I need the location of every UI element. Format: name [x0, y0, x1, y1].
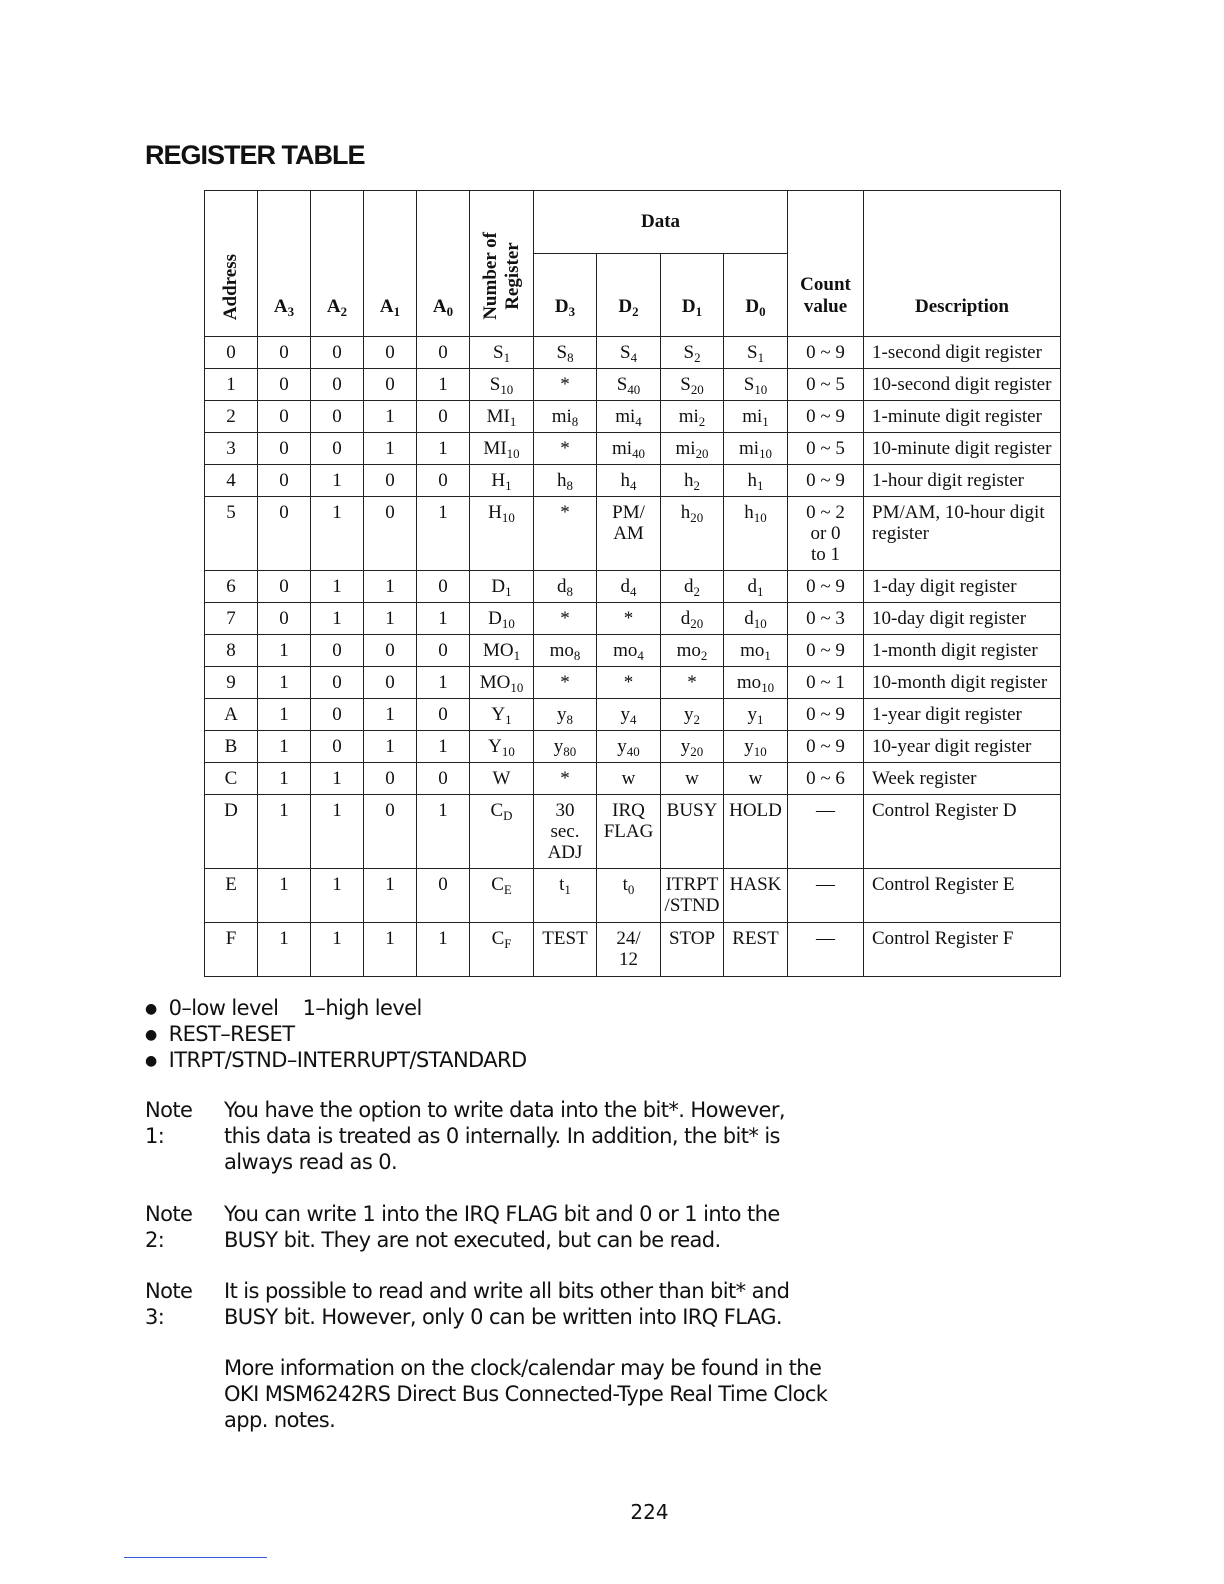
- cell-d1: ITRPT /STND: [661, 869, 724, 923]
- cell-description: 10-minute digit register: [864, 433, 1061, 465]
- cell-a2: 1: [311, 763, 364, 795]
- cell-description: 10-month digit register: [864, 667, 1061, 699]
- page-title: REGISTER TABLE: [145, 140, 365, 170]
- cell-a1: 0: [364, 635, 417, 667]
- table-row: [205, 497, 1061, 571]
- cell-d3: $mi_8$: [534, 401, 597, 433]
- cell-a3: 0: [258, 369, 311, 401]
- cell-d0: $S_{10}$: [724, 369, 788, 401]
- cell-d2: w: [597, 763, 661, 795]
- cell-a1: 1: [364, 603, 417, 635]
- cell-count: —: [788, 869, 864, 923]
- header-d2: $D_2$: [597, 254, 661, 337]
- cell-a3: 0: [258, 603, 311, 635]
- cell-d3: $t_1$: [534, 869, 597, 923]
- cell-addr: D: [205, 795, 258, 869]
- cell-d3: $h_8$: [534, 465, 597, 497]
- cell-a2: 1: [311, 465, 364, 497]
- cell-a0: 0: [417, 763, 470, 795]
- cell-a1: 0: [364, 465, 417, 497]
- header-a0: $A_0$: [417, 191, 470, 337]
- cell-d2: PM/ AM: [597, 497, 661, 571]
- cell-d0: $h_{10}$: [724, 497, 788, 571]
- cell-description: 10-year digit register: [864, 731, 1061, 763]
- cell-d2: $mo_4$: [597, 635, 661, 667]
- cell-a3: 1: [258, 869, 311, 923]
- cell-a3: 1: [258, 699, 311, 731]
- cell-d2: $mi_{40}$: [597, 433, 661, 465]
- cell-description: 1-year digit register: [864, 699, 1061, 731]
- cell-a1: 0: [364, 497, 417, 571]
- cell-a1: 1: [364, 401, 417, 433]
- cell-reg: $H_{10}$: [470, 497, 534, 571]
- cell-d2: $y_4$: [597, 699, 661, 731]
- cell-a3: 1: [258, 731, 311, 763]
- cell-addr: 5: [205, 497, 258, 571]
- note-text: It is possible to read and write all bits other than bit* and BUSY bit. However, only 0 can be written into IRQ FLAG.: [224, 1279, 790, 1329]
- cell-d2: $t_0$: [597, 869, 661, 923]
- cell-d1: *: [661, 667, 724, 699]
- cell-a3: 1: [258, 795, 311, 869]
- cell-description: Week register: [864, 763, 1061, 795]
- header-d0: $D_0$: [724, 254, 788, 337]
- cell-description: Control Register E: [864, 869, 1061, 923]
- cell-reg: $MI_1$: [470, 401, 534, 433]
- cell-a2: 0: [311, 731, 364, 763]
- table-row: [205, 635, 1061, 667]
- cell-a1: 1: [364, 923, 417, 977]
- cell-d3: TEST: [534, 923, 597, 977]
- cell-addr: F: [205, 923, 258, 977]
- cell-addr: 7: [205, 603, 258, 635]
- cell-a3: 1: [258, 635, 311, 667]
- cell-addr: 9: [205, 667, 258, 699]
- cell-d3: *: [534, 433, 597, 465]
- cell-d1: BUSY: [661, 795, 724, 869]
- cell-reg: $C_D$: [470, 795, 534, 869]
- cell-a2: 0: [311, 667, 364, 699]
- cell-d2: $h_4$: [597, 465, 661, 497]
- legend-item: ● 0–low level 1–high level: [145, 995, 527, 1021]
- cell-d0: $h_1$: [724, 465, 788, 497]
- cell-d3: $y_8$: [534, 699, 597, 731]
- cell-a2: 1: [311, 571, 364, 603]
- cell-a1: 1: [364, 731, 417, 763]
- cell-count: 0 ~ 9: [788, 401, 864, 433]
- cell-a0: 0: [417, 699, 470, 731]
- note-label: Note 3:: [145, 1279, 193, 1329]
- cell-d3: *: [534, 497, 597, 571]
- cell-d0: $mo_{10}$: [724, 667, 788, 699]
- cell-a3: 0: [258, 497, 311, 571]
- cell-count: 0 ~ 6: [788, 763, 864, 795]
- cell-d0: HOLD: [724, 795, 788, 869]
- cell-a2: 0: [311, 369, 364, 401]
- cell-d0: w: [724, 763, 788, 795]
- cell-d1: $d_{20}$: [661, 603, 724, 635]
- cell-count: 0 ~ 9: [788, 731, 864, 763]
- cell-a3: 0: [258, 465, 311, 497]
- cell-a1: 0: [364, 337, 417, 369]
- cell-a1: 0: [364, 763, 417, 795]
- cell-a0: 1: [417, 667, 470, 699]
- cell-a1: 1: [364, 699, 417, 731]
- cell-count: —: [788, 923, 864, 977]
- cell-d2: *: [597, 603, 661, 635]
- cell-count: 0 ~ 9: [788, 465, 864, 497]
- cell-reg: $D_{10}$: [470, 603, 534, 635]
- table-row: [205, 465, 1061, 497]
- cell-d2: $y_{40}$: [597, 731, 661, 763]
- cell-a0: 1: [417, 731, 470, 763]
- header-d1: $D_1$: [661, 254, 724, 337]
- table-row: [205, 401, 1061, 433]
- cell-addr: C: [205, 763, 258, 795]
- cell-d2: $d_4$: [597, 571, 661, 603]
- page-number: 224: [630, 1500, 669, 1524]
- cell-a0: 1: [417, 369, 470, 401]
- table-row: [205, 763, 1061, 795]
- table-row: [205, 667, 1061, 699]
- cell-d1: $h_2$: [661, 465, 724, 497]
- table-row: [205, 731, 1061, 763]
- cell-a0: 1: [417, 603, 470, 635]
- header-count-value: Count value: [788, 191, 864, 337]
- cell-d2: 24/ 12: [597, 923, 661, 977]
- cell-reg: W: [470, 763, 534, 795]
- cell-a2: 1: [311, 603, 364, 635]
- cell-addr: 3: [205, 433, 258, 465]
- cell-a2: 0: [311, 401, 364, 433]
- register-table: [204, 190, 1061, 977]
- cell-a0: 0: [417, 635, 470, 667]
- cell-d3: $mo_8$: [534, 635, 597, 667]
- table-row: [205, 923, 1061, 977]
- cell-reg: $S_1$: [470, 337, 534, 369]
- cell-a3: 1: [258, 667, 311, 699]
- cell-d0: $mi_{10}$: [724, 433, 788, 465]
- cell-a2: 0: [311, 635, 364, 667]
- cell-count: 0 ~ 5: [788, 433, 864, 465]
- cell-count: 0 ~ 3: [788, 603, 864, 635]
- cell-d3: 30 sec. ADJ: [534, 795, 597, 869]
- cell-d1: $mi_2$: [661, 401, 724, 433]
- note-text: You can write 1 into the IRQ FLAG bit and 0 or 1 into the BUSY bit. They are not executed, but can be read.: [224, 1202, 780, 1252]
- cell-addr: 1: [205, 369, 258, 401]
- cell-d2: *: [597, 667, 661, 699]
- cell-description: 1-second digit register: [864, 337, 1061, 369]
- cell-d3: $S_8$: [534, 337, 597, 369]
- cell-reg: $C_E$: [470, 869, 534, 923]
- cell-description: Control Register D: [864, 795, 1061, 869]
- cell-count: 0 ~ 9: [788, 571, 864, 603]
- cell-a0: 0: [417, 401, 470, 433]
- cell-a1: 0: [364, 795, 417, 869]
- cell-description: 1-month digit register: [864, 635, 1061, 667]
- cell-d1: $y_{20}$: [661, 731, 724, 763]
- table-row: [205, 337, 1061, 369]
- cell-a1: 0: [364, 369, 417, 401]
- cell-description: 1-day digit register: [864, 571, 1061, 603]
- cell-a0: 0: [417, 465, 470, 497]
- cell-d0: $mi_1$: [724, 401, 788, 433]
- legend-item: ● ITRPT/STND–INTERRUPT/STANDARD: [145, 1047, 527, 1073]
- cell-d2: $S_4$: [597, 337, 661, 369]
- note-text: You have the option to write data into the bit*. However, this data is treated as 0 internally. In addition, the bit* is always read as 0.: [224, 1098, 785, 1174]
- table-row: [205, 571, 1061, 603]
- cell-description: 1-hour digit register: [864, 465, 1061, 497]
- cell-d1: w: [661, 763, 724, 795]
- cell-reg: $H_1$: [470, 465, 534, 497]
- cell-d1: STOP: [661, 923, 724, 977]
- header-number-of-register: Number of Register: [470, 191, 534, 337]
- cell-a2: 1: [311, 869, 364, 923]
- cell-a1: 1: [364, 869, 417, 923]
- cell-description: Control Register F: [864, 923, 1061, 977]
- cell-count: 0 ~ 5: [788, 369, 864, 401]
- cell-count: 0 ~ 9: [788, 699, 864, 731]
- cell-a0: 1: [417, 497, 470, 571]
- cell-count: 0 ~ 9: [788, 337, 864, 369]
- cell-count: 0 ~ 2 or 0 to 1: [788, 497, 864, 571]
- cell-d0: $mo_1$: [724, 635, 788, 667]
- cell-a1: 1: [364, 433, 417, 465]
- cell-d2: $S_{40}$: [597, 369, 661, 401]
- cell-a2: 1: [311, 497, 364, 571]
- cell-d0: $y_1$: [724, 699, 788, 731]
- table-row: [205, 795, 1061, 869]
- more-info-text: More information on the clock/calendar may be found in the OKI MSM6242RS Direct Bus Connected-Type Real Time Clock app. notes.: [224, 1356, 828, 1432]
- cell-addr: 6: [205, 571, 258, 603]
- cell-reg: $MO_{10}$: [470, 667, 534, 699]
- cell-a0: 1: [417, 795, 470, 869]
- cell-count: —: [788, 795, 864, 869]
- cell-d3: $y_{80}$: [534, 731, 597, 763]
- cell-addr: 8: [205, 635, 258, 667]
- cell-a2: 0: [311, 699, 364, 731]
- cell-d1: $d_2$: [661, 571, 724, 603]
- cell-a3: 1: [258, 763, 311, 795]
- cell-d0: $y_{10}$: [724, 731, 788, 763]
- cell-description: 1-minute digit register: [864, 401, 1061, 433]
- cell-d2: $mi_4$: [597, 401, 661, 433]
- cell-d3: *: [534, 603, 597, 635]
- cell-count: 0 ~ 9: [788, 635, 864, 667]
- cell-d0: HASK: [724, 869, 788, 923]
- table-row: [205, 869, 1061, 923]
- cell-d0: REST: [724, 923, 788, 977]
- cell-a3: 0: [258, 337, 311, 369]
- cell-d3: *: [534, 369, 597, 401]
- header-d3: $D_3$: [534, 254, 597, 337]
- cell-description: 10-second digit register: [864, 369, 1061, 401]
- cell-d3: *: [534, 667, 597, 699]
- cell-reg: $C_F$: [470, 923, 534, 977]
- cell-a2: 1: [311, 923, 364, 977]
- header-a3: $A_3$: [258, 191, 311, 337]
- legend-list: [145, 995, 527, 1073]
- cell-addr: 4: [205, 465, 258, 497]
- header-a1: $A_1$: [364, 191, 417, 337]
- cell-a1: 1: [364, 571, 417, 603]
- cell-reg: $Y_1$: [470, 699, 534, 731]
- cell-addr: B: [205, 731, 258, 763]
- cell-reg: $MI_{10}$: [470, 433, 534, 465]
- cell-addr: A: [205, 699, 258, 731]
- cell-a0: 0: [417, 337, 470, 369]
- cell-count: 0 ~ 1: [788, 667, 864, 699]
- cell-reg: $Y_{10}$: [470, 731, 534, 763]
- cell-d0: $d_1$: [724, 571, 788, 603]
- cell-d1: $S_{20}$: [661, 369, 724, 401]
- cell-d3: $d_8$: [534, 571, 597, 603]
- footer-rule: [124, 1557, 267, 1558]
- cell-d3: *: [534, 763, 597, 795]
- cell-d1: $S_2$: [661, 337, 724, 369]
- cell-d2: IRQ FLAG: [597, 795, 661, 869]
- header-address: Address: [205, 191, 258, 337]
- cell-a2: 1: [311, 795, 364, 869]
- cell-a1: 0: [364, 667, 417, 699]
- cell-addr: E: [205, 869, 258, 923]
- cell-a3: 0: [258, 433, 311, 465]
- cell-reg: $D_1$: [470, 571, 534, 603]
- cell-a2: 0: [311, 433, 364, 465]
- table-row: [205, 699, 1061, 731]
- note-label: Note 1:: [145, 1098, 193, 1148]
- cell-addr: 2: [205, 401, 258, 433]
- cell-d1: $mo_2$: [661, 635, 724, 667]
- cell-a3: 0: [258, 571, 311, 603]
- cell-a2: 0: [311, 337, 364, 369]
- table-row: [205, 603, 1061, 635]
- header-description: Description: [864, 191, 1061, 337]
- header-a2: $A_2$: [311, 191, 364, 337]
- table-row: [205, 369, 1061, 401]
- cell-description: 10-day digit register: [864, 603, 1061, 635]
- cell-reg: $S_{10}$: [470, 369, 534, 401]
- cell-a3: 1: [258, 923, 311, 977]
- cell-d0: $d_{10}$: [724, 603, 788, 635]
- cell-a3: 0: [258, 401, 311, 433]
- table-row: [205, 433, 1061, 465]
- cell-d1: $mi_{20}$: [661, 433, 724, 465]
- cell-d1: $y_2$: [661, 699, 724, 731]
- cell-d0: $S_1$: [724, 337, 788, 369]
- cell-a0: 1: [417, 433, 470, 465]
- note-label: Note 2:: [145, 1202, 193, 1252]
- header-data: Data: [534, 191, 788, 254]
- legend-item: ● REST–RESET: [145, 1021, 527, 1047]
- cell-reg: $MO_1$: [470, 635, 534, 667]
- cell-a0: 0: [417, 571, 470, 603]
- cell-a0: 1: [417, 923, 470, 977]
- cell-description: PM/AM, 10-hour digit register: [864, 497, 1061, 571]
- cell-addr: 0: [205, 337, 258, 369]
- cell-d1: $h_{20}$: [661, 497, 724, 571]
- cell-a0: 0: [417, 869, 470, 923]
